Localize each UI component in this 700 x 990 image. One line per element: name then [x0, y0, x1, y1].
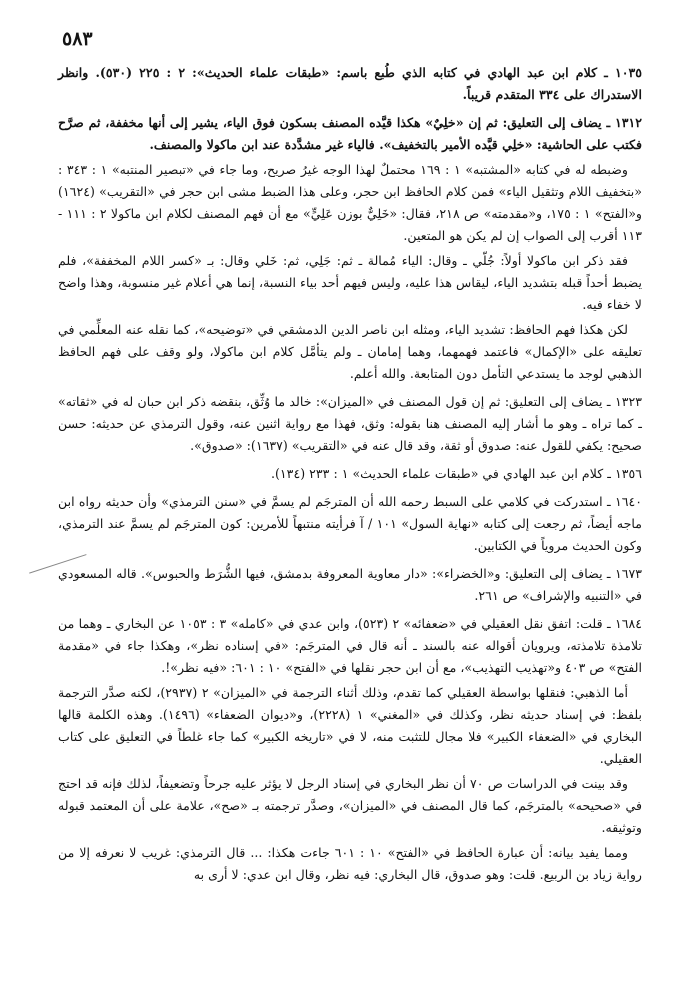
entry-1323-text: ١٣٢٣ ـ يضاف إلى التعليق: ثم إن قول المصنف في «الميزان»: خالد ما وُثِّق، بنقضه ذكر ابن حبان له في «ثقاته» ـ كما تراه ـ وهو ما أشار إليه المصنف هنا بقوله: وثق، فهذا مع رواية اثنين عنه، وقول الترمذي عن حديثه: حسن صحيح: يكفي للقول عنه: صدوق أو ثقة، وقد قال عنه في «التقريب» (١٦٣٧): «صدوق». — [58, 394, 642, 453]
entry-1035-text: ١٠٣٥ ـ كلام ابن عبد الهادي في كتابه الذي طُبع باسم: «طبقات علماء الحديث»: ٢ : ٢٢٥ (٥٣٠). وانظر الاستدراك على ٣٣٤ المتقدم قريباً. — [58, 65, 643, 102]
entry-1035 — [58, 62, 642, 106]
entry-1684 — [58, 613, 642, 886]
entry-1673 — [58, 563, 642, 607]
entry-1356-text: ١٣٥٦ ـ كلام ابن عبد الهادي في «طبقات علماء الحديث» ١ : ٢٣٣ (١٣٤). — [271, 466, 642, 481]
entry-1684-paragraph-4: ومما يفيد بيانه: أن عبارة الحافظ في «الفتح» ١٠ : ٦٠١ جاءت هكذا: ... قال الترمذي: غريب لا نعرفه إلا من رواية زياد بن الربيع. قلت: وهو صدوق، قال البخاري: فيه نظر، وقال ابن عدي: لا أرى به — [58, 845, 642, 882]
entry-1312 — [58, 112, 642, 385]
entry-1356 — [58, 463, 642, 485]
entry-1684-paragraph-1: ١٦٨٤ ـ قلت: اتفق نقل العقيلي في «ضعفائه» ٢ (٥٢٣)، وابن عدي في «كامله» ٣ : ١٠٥٣ عن البخاري ـ وهما من تلامذة تلامذته، ويرويان أقواله عنه بالسند ـ أنه قال في المترجَم: «في إسناده نظر»، وهكذا جاء في «مقدمة الفتح» ص ٤٠٣ و«تهذيب التهذيب»، مع أن ابن حجر نقلها في «الفتح» ١٠ : ٦٠١: «فيه نظر»!. — [58, 616, 643, 675]
page-number: ٥٨٣ — [62, 28, 93, 50]
entry-1673-text: ١٦٧٣ ـ يضاف إلى التعليق: و«الخضراء»: «دار معاوية المعروفة بدمشق، فيها الشُّرَط والحبوس». قاله المسعودي في «التنبيه والإشراف» ص ٢٦١. — [58, 566, 642, 603]
entry-1640 — [58, 491, 642, 557]
page-content — [58, 62, 642, 892]
entry-1323 — [58, 391, 642, 457]
entry-1312-paragraph-1: ١٣١٢ ـ يضاف إلى التعليق: ثم إن «خلِيٌ» هكذا قيَّده المصنف بسكون فوق الياء، يشير إلى أنها مخففة، ثم صرَّح فكتب على الحاشية: «خلِي قيَّده الأمير بالتخفيف». فالياء غير مشدَّدة عند ابن ماكولا والمصنف. — [58, 115, 642, 152]
entry-1640-text: ١٦٤٠ ـ استدركت في كلامي على السبط رحمه الله أن المترجَم لم يسمَّ في «سنن الترمذي» وأن حديثه رواه ابن ماجه أيضاً، ثم رجعت إلى كتابه «نهاية السول» ١٠١ / آ فرأيته منتبهاً للأمرين: كون المترجَم لم يسمَّ عند الترمذي، وكون الحديث مروياً في الكتابين. — [58, 494, 642, 553]
entry-1312-paragraph-2: وضبطه له في كتابه «المشتبه» ١ : ١٦٩ محتملٌ لهذا الوجه غيرُ صريح، وما جاء في «تبصير المنتبه» ١ : ٣٤٣ : «بتخفيف اللام وتثقيل الياء» فمن كلام الحافظ ابن حجر، وعلى هذا الضبط مشى ابن حجر في «التقريب» (١٦٢٤) و«الفتح» ١ : ١٧٥، و«مقدمته» ص ٢١٨، فقال: «خَلِيٌّ بوزن عَلِيٍّ» مع أن فهم المصنف لكلام ابن ماكولا ٢ : ١١١ - ١١٣ أقرب إلى الصواب إن لم يكن هو المتعين. — [58, 162, 642, 243]
entry-1312-paragraph-3: فقد ذكر ابن ماكولا أولاً: جُلّي ـ وقال: الياء مُمالة ـ ثم: جَلِي، ثم: خَلي وقال: بـ «كسر اللام المخففة»، فلم يضبط أحداً قبله بتشديد الياء، ليقاس هذا عليه، وليس فيهم أحد بياء النسبة، إنما هي أعلام غير منسوبة، وهذا واضح لا خفاء فيه. — [58, 253, 642, 312]
entry-1684-paragraph-3: وقد بينت في الدراسات ص ٧٠ أن نظر البخاري في إسناد الرجل لا يؤثر عليه جرحاً وتضعيفاً، لذلك فإنه قد احتج في «صحيحه» بالمترجَم، كما قال المصنف في «الميزان»، وصدَّر ترجمته بـ «صح»، علامة على أن المعتمد قبوله وتوثيقه. — [58, 776, 642, 835]
entry-1312-paragraph-4: لكن هكذا فهم الحافظ: تشديد الياء، ومثله ابن ناصر الدين الدمشقي في «توضيحه»، كما نقله عنه المعلِّمي في تعليقه على «الإكمال» فاعتمد فهمهما، وهما إمامان ـ ولم يتأمَّل كلام ابن ماكولا، ولو وقف على فهم الحافظ الذهبي لوجد ما يستدعي التأمل دون المتابعة. والله أعلم. — [58, 322, 642, 381]
entry-1684-paragraph-2: أما الذهبي: فنقلها بواسطة العقيلي كما تقدم، وذلك أثناء الترجمة في «الميزان» ٢ (٢٩٣٧)، لكنه صدَّر الترجمة بلفظ: في إسناد حديثه نظر، وكذلك في «المغني» ١ (٢٢٢٨)، و«ديوان الضعفاء» (١٤٩٦). وهذه الكلمة قالها البخاري في «الضعفاء الكبير» فلا مجال للتثبت منه، لا في «تاريخه الكبير» كما جاء غلطاً في التعليق على كتاب العقيلي. — [58, 685, 642, 766]
